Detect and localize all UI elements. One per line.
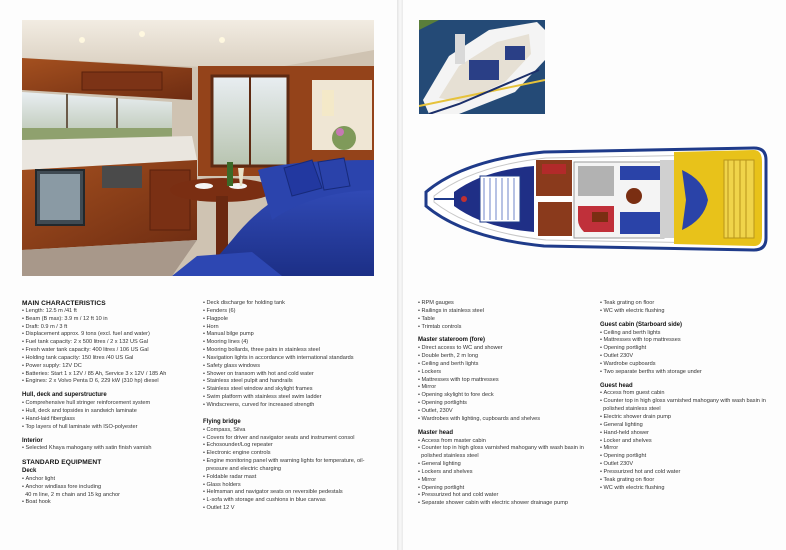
list-item: polished stainless steel: [603, 406, 661, 413]
list-item: • Deck discharge for holding tank: [203, 300, 389, 308]
list-item: • Fuel tank capacity: 2 x 500 litres / 2 x 132 US Gal: [22, 339, 198, 347]
list-item: • Access from guest cabin: [600, 390, 782, 398]
main-characteristics-heading: MAIN CHARACTERISTICS: [22, 300, 106, 307]
list-item: • Separate shower cabin with electric shower drainage pump: [418, 500, 598, 508]
list-item: • Outlet 230V: [600, 353, 782, 361]
deck-list: [22, 476, 198, 507]
list-item: • Pressurized hot and cold water: [418, 492, 598, 500]
list-item: • Echosounder/Log repeater: [203, 442, 389, 450]
list-item: • Wardrobe cupboards: [600, 361, 782, 369]
list-item: • Compass, Silva: [203, 427, 389, 435]
interior-photo: [22, 20, 374, 276]
list-item: • Teak grating on floor: [600, 477, 782, 485]
list-item: • Hull, deck and topsides in sandwich laminate: [22, 408, 198, 416]
list-item: • Table: [418, 316, 598, 324]
list-item: • Stainless steel pulpit and handrails: [203, 378, 389, 386]
deck-plan-illustration: [424, 140, 768, 258]
list-item: • General lighting: [600, 422, 782, 430]
list-item: • Double berth, 2 m long: [418, 353, 598, 361]
master-head-list: [418, 438, 598, 509]
list-item: polished stainless steel: [421, 453, 479, 460]
list-item: • Anchor light: [22, 476, 198, 484]
list-item: • Manual bilge pump: [203, 331, 389, 339]
list-item: • Engine monitoring panel with warning lights for temperature, oil-: [203, 458, 389, 466]
hull-list: [22, 400, 198, 431]
list-item: • Access from master cabin: [418, 438, 598, 446]
list-item: • Two separate berths with storage under: [600, 369, 782, 377]
specs-column-3: [418, 300, 598, 508]
deck-heading: Deck: [22, 468, 37, 475]
guest-head-list: [600, 390, 782, 492]
list-item: • Lockers: [418, 369, 598, 377]
list-item: pressure and electric charging: [206, 465, 282, 472]
list-item: • Mirror: [600, 445, 782, 453]
list-item: • Mirror: [418, 477, 598, 485]
master-stateroom-list: [418, 345, 598, 423]
list-item: • Covers for driver and navigator seats and instrument consol: [203, 435, 389, 443]
master-head-list-continued: [600, 300, 782, 316]
list-item: • Selected Khaya mahogany with satin finish varnish: [22, 445, 198, 453]
list-item: • Swim platform with stainless steel swim ladder: [203, 394, 389, 402]
list-item: • Foldable radar mast: [203, 474, 389, 482]
list-item: • Hand-laid fiberglass: [22, 416, 198, 424]
list-item: 40 m line, 2 m chain and 15 kg anchor: [25, 491, 120, 498]
list-item: • Mooring lines (4): [203, 339, 389, 347]
list-item: • Ceiling and berth lights: [600, 330, 782, 338]
flying-bridge-list: [203, 427, 389, 513]
list-item: • Stainless steel window and skylight frames: [203, 386, 389, 394]
list-item: • Fenders (6): [203, 308, 389, 316]
list-item: • Comprehensive hull stringer reinforcement system: [22, 400, 198, 408]
list-item: • Anchor windlass fore including: [22, 484, 198, 492]
list-item: • Mattresses with top mattresses: [600, 337, 782, 345]
list-item: • Horn: [203, 324, 389, 332]
flying-bridge-list-continued: [418, 300, 598, 331]
list-item: • Counter top in high gloss varnished mahogany with wash basin in: [600, 398, 782, 406]
list-item: • Railings in stainless steel: [418, 308, 598, 316]
list-item: • Electronic engine controls: [203, 450, 389, 458]
list-item: • Glass holders: [203, 482, 389, 490]
specs-column-2: [203, 300, 389, 513]
list-item: • Windscreens, curved for increased strength: [203, 402, 389, 410]
list-item: • Locker and shelves: [600, 438, 782, 446]
list-item: • Ceiling and berth lights: [418, 361, 598, 369]
list-item: • Teak grating on floor: [600, 300, 782, 308]
list-item: • Displacement approx. 9 tons (excl. fuel and water): [22, 331, 198, 339]
list-item: • Electric shower drain pump: [600, 414, 782, 422]
list-item: • Fresh water tank capacity: 400 litres / 106 US Gal: [22, 347, 198, 355]
hull-heading: Hull, deck and superstructure: [22, 392, 107, 399]
list-item: • Power supply: 12V DC: [22, 363, 198, 371]
list-item: • Outlet 12 V: [203, 505, 389, 513]
list-item: • Beam (B max): 3.9 m / 12 ft 10 in: [22, 316, 198, 324]
list-item: • Boat hook: [22, 499, 198, 507]
list-item: • Navigation lights in accordance with international standards: [203, 355, 389, 363]
list-item: • Opening portlight: [418, 485, 598, 493]
list-item: • Opening portlight: [600, 345, 782, 353]
list-item: • Trimtab controls: [418, 324, 598, 332]
list-item: • Wardrobes with lighting, cupboards and shelves: [418, 416, 598, 424]
exterior-aerial-photo: [419, 20, 545, 114]
deck-list-continued: [203, 300, 389, 410]
list-item: • Engines: 2 x Volvo Penta D 6, 229 kW (310 hp) diesel: [22, 378, 198, 386]
guest-cabin-heading: Guest cabin (Starboard side): [600, 321, 683, 328]
guest-head-heading: Guest head: [600, 382, 633, 389]
list-item: • Length: 12.5 m /41 ft: [22, 308, 198, 316]
interior-heading: Interior: [22, 437, 43, 444]
specs-column-1: [22, 300, 198, 507]
list-item: • General lighting: [418, 461, 598, 469]
list-item: • Flagpole: [203, 316, 389, 324]
list-item: • RPM gauges: [418, 300, 598, 308]
list-item: • Hand-held shower: [600, 430, 782, 438]
list-item: • WC with electric flushing: [600, 485, 782, 493]
list-item: • Safety glass windows: [203, 363, 389, 371]
specs-column-4: [600, 300, 782, 492]
list-item: • WC with electric flushing: [600, 308, 782, 316]
list-item: • Counter top in high gloss varnished mahogany with wash basin in: [418, 445, 598, 453]
list-item: • Batteries: Start 1 x 12V / 85 Ah, Service 3 x 12V / 185 Ah: [22, 371, 198, 379]
list-item: • Outlet, 230V: [418, 408, 598, 416]
list-item: • Lockers and shelves: [418, 469, 598, 477]
list-item: • Opening portlight: [600, 453, 782, 461]
list-item: • Mooring bollards, three pairs in stainless steel: [203, 347, 389, 355]
list-item: • Shower on transom with hot and cold water: [203, 371, 389, 379]
list-item: • Mirror: [418, 384, 598, 392]
master-stateroom-heading: Master stateroom (fore): [418, 337, 486, 344]
main-characteristics-list: [22, 308, 198, 386]
list-item: • Draft: 0.9 m / 3 ft: [22, 324, 198, 332]
list-item: • Opening portlights: [418, 400, 598, 408]
list-item: • Pressurized hot and cold water: [600, 469, 782, 477]
list-item: • Mattresses with top mattresses: [418, 377, 598, 385]
master-head-heading: Master head: [418, 429, 454, 436]
list-item: • Helmsman and navigator seats on reversible pedestals: [203, 489, 389, 497]
guest-cabin-list: [600, 330, 782, 377]
list-item: • Opening skylight to fore deck: [418, 392, 598, 400]
list-item: • Top layers of hull laminate with ISO-polyester: [22, 424, 198, 432]
list-item: • Holding tank capacity: 150 litres /40 US Gal: [22, 355, 198, 363]
list-item: • Direct access to WC and shower: [418, 345, 598, 353]
flying-bridge-heading: Flying bridge: [203, 418, 241, 425]
list-item: • L-sofa with storage and cushions in blue canvas: [203, 497, 389, 505]
page-gutter: [397, 0, 403, 550]
standard-equipment-heading: STANDARD EQUIPMENT: [22, 459, 102, 467]
list-item: • Outlet 230V: [600, 461, 782, 469]
